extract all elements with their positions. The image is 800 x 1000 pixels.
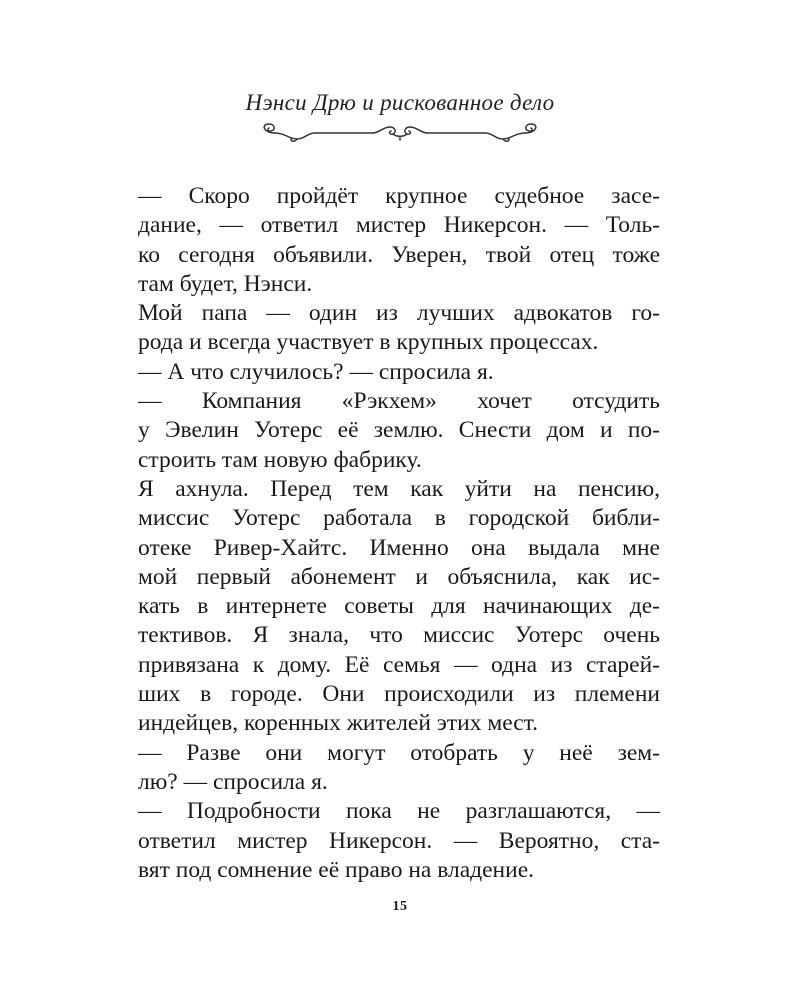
text-line: миссис Уотерс работала в городской библи- <box>138 505 660 532</box>
text-line: ко сегодня объявили. Уверен, твой отец тоже <box>138 241 660 268</box>
text-line: — Подробности пока не разглашаются, — <box>138 798 660 825</box>
text-line: Мой папа — один из лучших адвокатов го- <box>138 300 660 327</box>
text-line: — Компания «Рэкхем» хочет отсудить <box>138 388 660 415</box>
running-title: Нэнси Дрю и рискованное дело <box>245 90 555 115</box>
text-line: мой первый абонемент и объяснила, как ис- <box>138 563 660 590</box>
scroll-flourish-icon <box>255 120 545 146</box>
text-line: там будет, Нэнси. <box>138 270 313 297</box>
text-line: Я ахнула. Перед тем как уйти на пенсию, <box>138 475 660 502</box>
text-line: у Эвелин Уотерс её землю. Снести дом и по- <box>138 417 660 444</box>
text-line: отеке Ривер-Хайтс. Именно она выдала мне <box>138 534 660 561</box>
text-line: ших в городе. Они происходили из племени <box>138 681 660 708</box>
text-line: — Разве они могут отобрать у неё зем- <box>138 739 660 766</box>
text-line: рода и всегда участвует в крупных процессах. <box>138 329 599 356</box>
text-line: — А что случилось? — спросила я. <box>138 358 494 385</box>
text-line: строить там новую фабрику. <box>138 446 422 473</box>
text-line: вят под сомнение её право на владение. <box>138 856 535 883</box>
text-line: ответил мистер Никерсон. — Вероятно, ста- <box>138 827 660 854</box>
text-line: индейцев, коренных жителей этих мест. <box>138 710 539 737</box>
text-line: кать в интернете советы для начинающих де- <box>138 593 660 620</box>
body-text <box>138 182 660 885</box>
page-number: 15 <box>392 899 408 914</box>
running-head <box>0 90 800 146</box>
text-line: — Скоро пройдёт крупное судебное засе- <box>138 183 660 209</box>
text-line: тективов. Я знала, что миссис Уотерс очень <box>138 622 660 649</box>
text-line: дание, — ответил мистер Никерсон. — Толь- <box>138 212 660 239</box>
text-line: лю? — спросила я. <box>138 768 328 795</box>
text-line: привязана к дому. Её семья — одна из старей- <box>138 651 660 678</box>
